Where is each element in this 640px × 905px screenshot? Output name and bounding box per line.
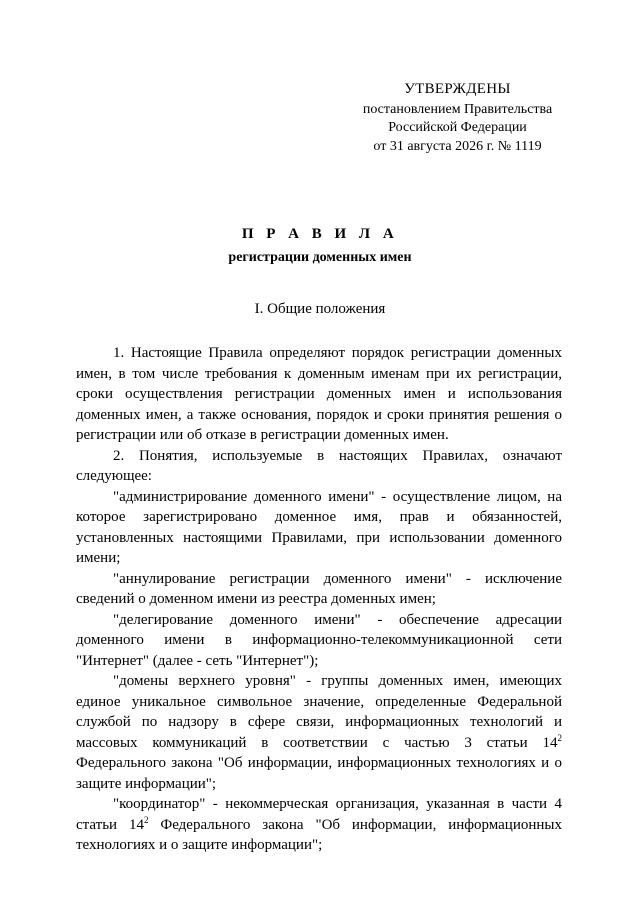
- document-title: П Р А В И Л А: [241, 226, 399, 242]
- definition-coordinator: [76, 794, 562, 856]
- paragraph-2: 2. Понятия, используемые в настоящих Правилах, означают следующее:: [76, 447, 562, 484]
- definition-top-level-domains: [76, 671, 562, 794]
- definition-text-part: Федерального закона "Об информации, информационных технологиях и о защите информации";: [76, 816, 562, 853]
- definition-text-part: "домены верхнего уровня" - группы доменных имен, имеющих единое уникальное символьное значение, определенные Федеральной службой по надзору в сфере связи, информационных технологий и массовых коммуникаций в соответствии с частью 3 статьи 14: [76, 673, 562, 751]
- definition-text-part: "координатор" - некоммерческая организация, указанная в части 4 статьи 14: [76, 796, 562, 833]
- definition-text-part: Федерального закона "Об информации, информационных технологиях и о защите информации";: [76, 755, 562, 792]
- paragraph-1: 1. Настоящие Правила определяют порядок регистрации доменных имен, в том числе требования к доменным именам при их регистрации, сроки осуществления регистрации доменных имен и использования доменных имен, а также основания, порядок и сроки принятия решения о регистрации или об отказе в регистрации доменных имен.: [76, 345, 562, 443]
- definition-administration: "администрирование доменного имени" - осуществление лицом, на которое зарегистрировано доменное имя, прав и обязанностей, установленных настоящими Правилами, при использовании доменного имени;: [76, 488, 562, 566]
- document-body: [76, 343, 562, 856]
- approval-line-2: Российской Федерации: [388, 120, 527, 135]
- article-superscript: 2: [557, 732, 562, 743]
- document-subtitle: регистрации доменных имен: [228, 250, 412, 265]
- definition-annulment: "аннулирование регистрации доменного имени" - исключение сведений о доменном имени из реестра доменных имен;: [76, 570, 562, 607]
- approval-line-3: от 31 августа 2026 г. № 1119: [373, 138, 542, 154]
- article-superscript: 2: [143, 814, 149, 825]
- section-heading: I. Общие положения: [254, 301, 386, 317]
- definition-delegation: "делегирование доменного имени" - обеспечение адресации доменного имени в информационно-телекоммуникационной сети "Интернет" (далее - сеть "Интернет");: [76, 611, 562, 669]
- approval-block: [330, 80, 585, 156]
- approval-heading: УТВЕРЖДЕНЫ: [404, 81, 511, 97]
- approval-line-1: постановлением Правительства: [362, 101, 553, 117]
